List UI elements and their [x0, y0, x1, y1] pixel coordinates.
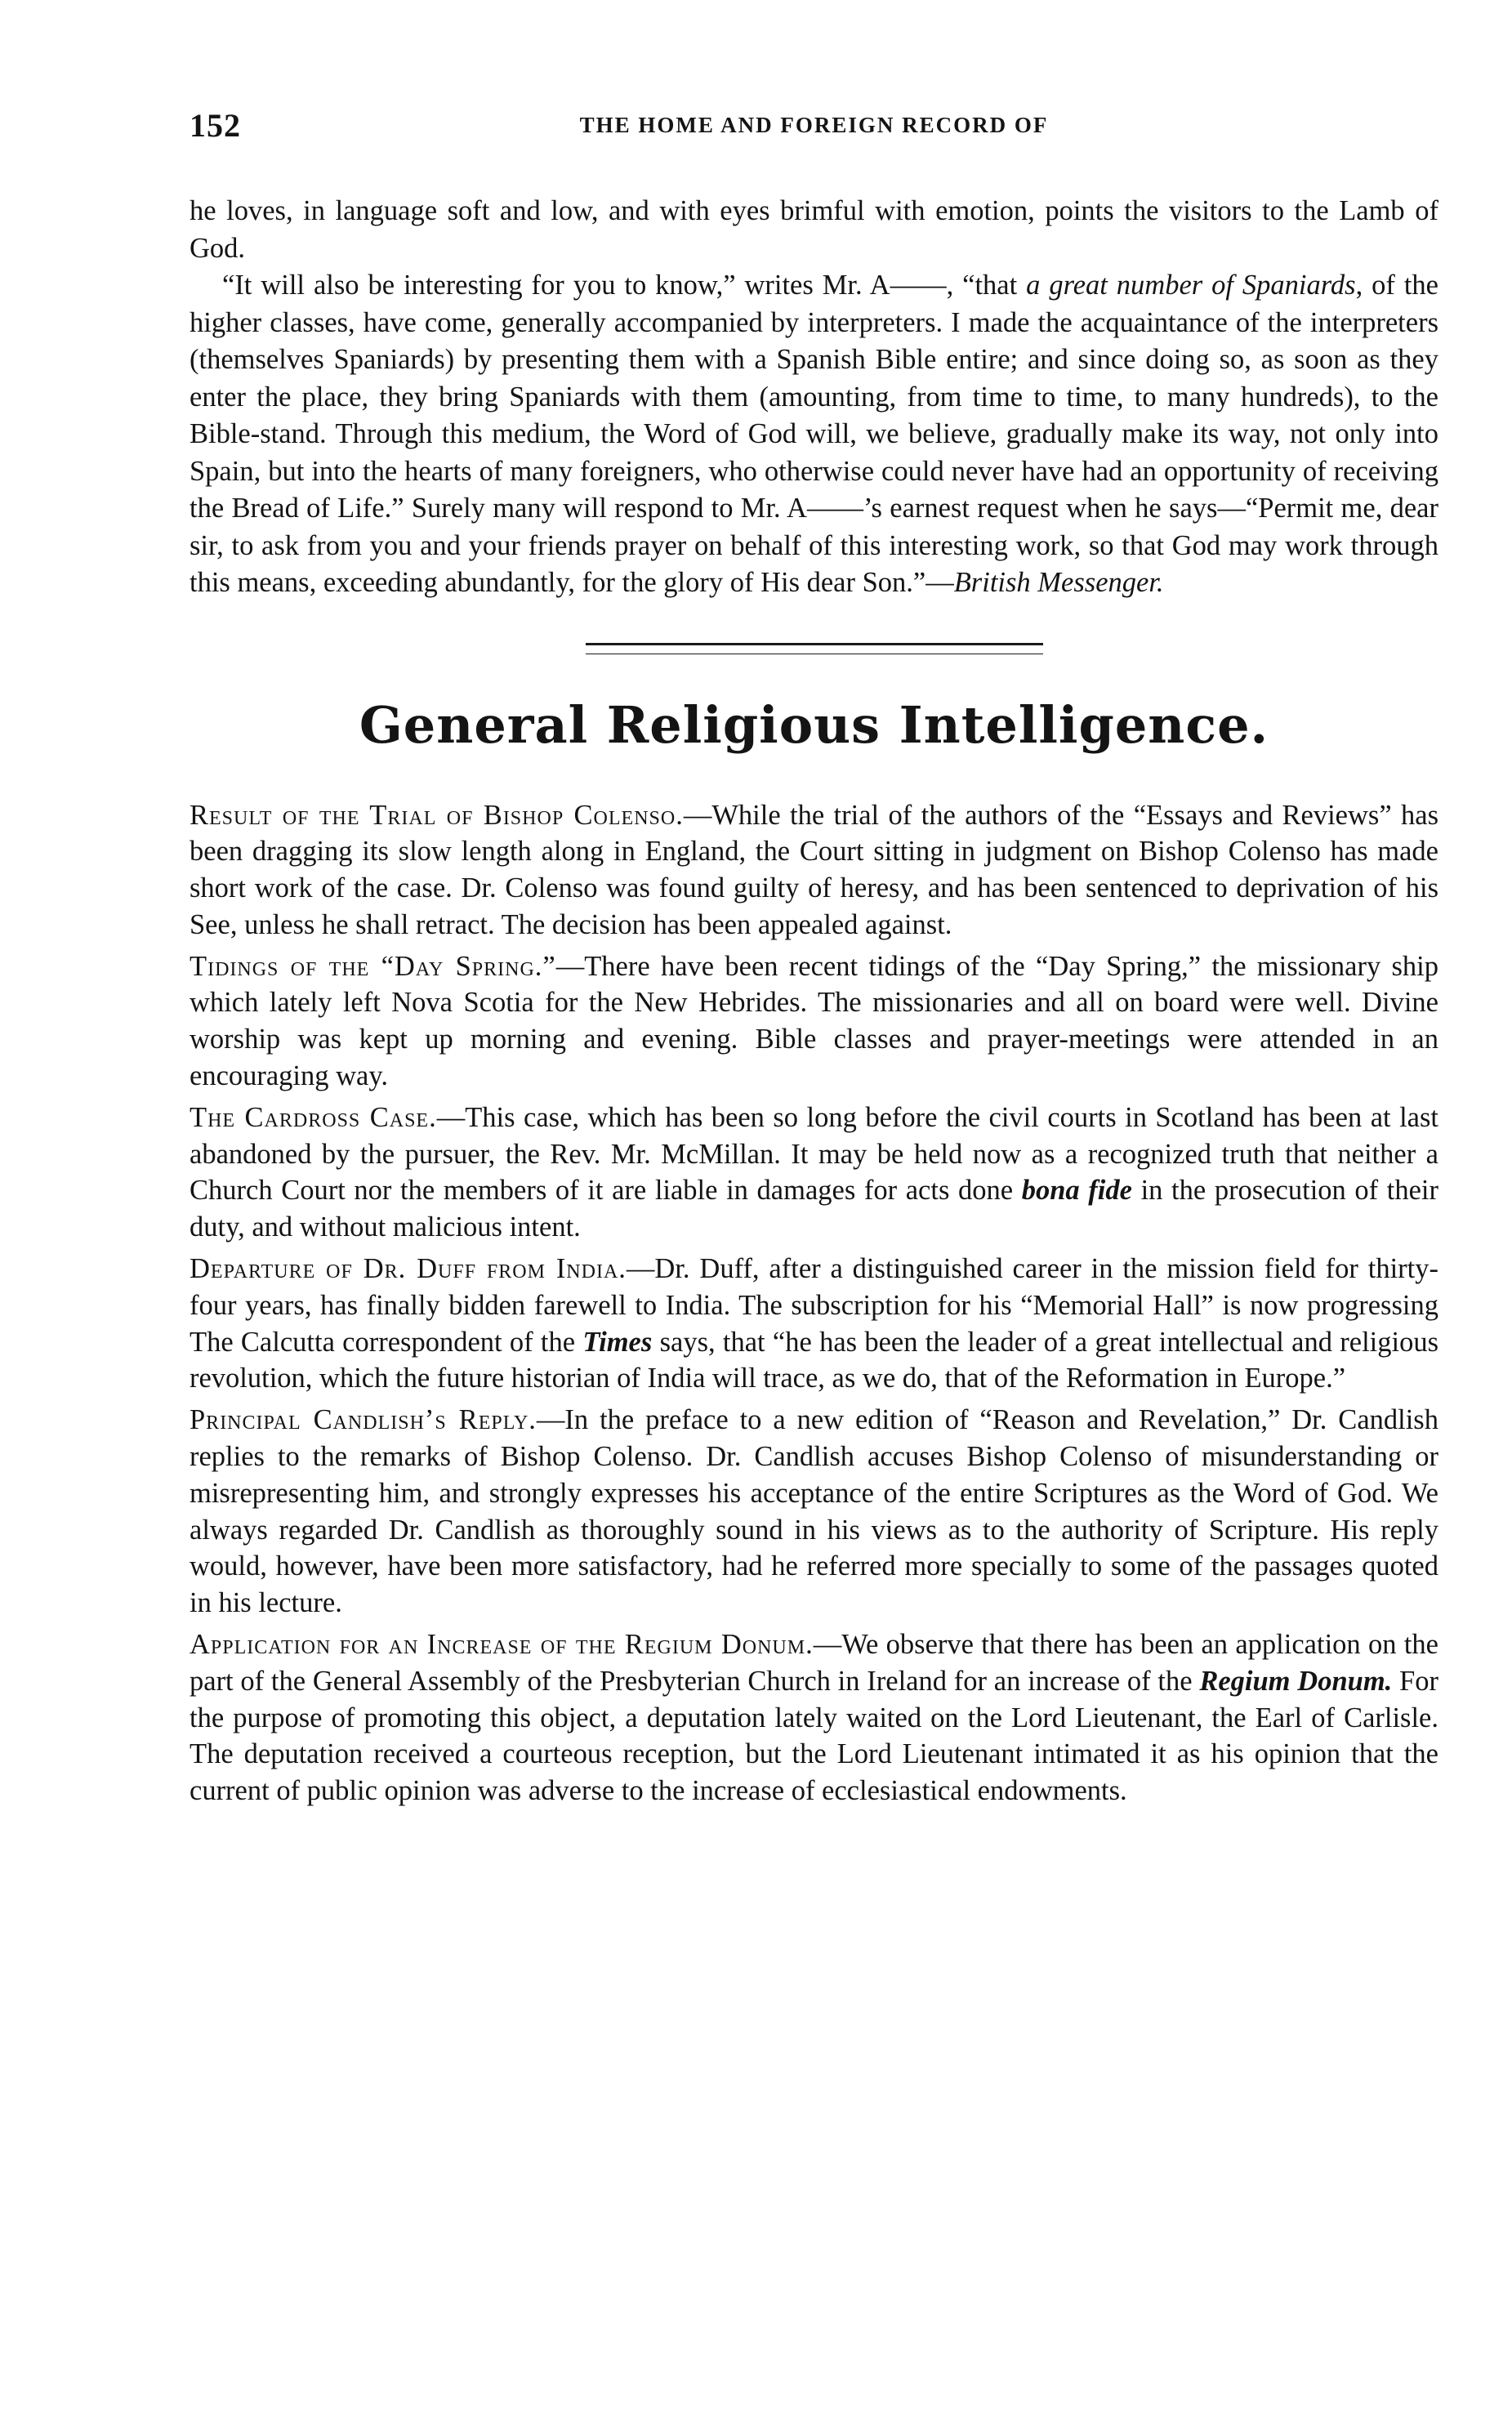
- news-item-heading: Tidings of the “Day Spring.”: [190, 950, 556, 982]
- quote-emphasis: a great number of Spaniards: [1026, 270, 1356, 301]
- news-item-candlish: [190, 1402, 1438, 1622]
- news-item-heading: Result of the Trial of Bishop Colenso.: [190, 799, 684, 831]
- news-item-day-spring: [190, 948, 1438, 1095]
- news-item-emphasis: Times: [582, 1326, 653, 1358]
- news-item-heading: The Cardross Case.: [190, 1101, 437, 1133]
- news-items: [190, 797, 1438, 1810]
- news-item-body: —We observe that there has been an application on the part of the General Assembly of the Presbyterian Church in Ireland for an increase of the: [190, 1629, 1438, 1697]
- news-item-body: —While the trial of the authors of the “Essays and Reviews” has been dragging its slow length along in England, the Court sitting in judgment on Bishop Colenso has made short work of the case. Dr. Colenso was found guilty of heresy, and has been sentenced to deprivation of his See, unless he shall retract. The decision has been appealed against.: [190, 799, 1438, 940]
- opening-paragraph-quote: [190, 267, 1438, 602]
- news-item-body: in the prosecution of their duty, and without malicious intent.: [190, 1175, 1439, 1243]
- news-item-emphasis: bona fide: [1021, 1175, 1132, 1207]
- news-item-colenso: [190, 797, 1438, 944]
- news-item-body: —In the preface to a new edition of “Reason and Revelation,” Dr. Candlish replies to the remarks of Bishop Colenso. Dr. Candlish accuses Bishop Colenso of misunderstanding or misrepresenting him, and strongly expresses his acceptance of the entire Scriptures as the Word of God. We always regarded Dr. Candlish as thoroughly sound in his views as to the authority of Scripture. His reply would, however, have been more satisfactory, had he referred more specially to some of the passages quoted in his lecture.: [190, 1404, 1438, 1619]
- section-divider: [586, 643, 1043, 654]
- news-item-duff: [190, 1251, 1438, 1397]
- news-item-body: —There have been recent tidings of the “Day Spring,” the missionary ship which lately left Nova Scotia for the New Hebrides. The missionaries and all on board were well. Divine worship was kept up morning and evening. Bible classes and prayer-meetings were attended in an encouraging way.: [190, 950, 1439, 1092]
- section-heading: General Religious Intelligence.: [359, 694, 1269, 755]
- news-item-heading: Departure of Dr. Duff from India.: [190, 1253, 627, 1285]
- quote-text-b: , of the higher classes, have come, generally accompanied by interpreters. I made the acquaintance of the interpreters (themselves Spaniards) by presenting them with a Spanish Bible entire; and since doing so, as soon as they enter the place, they bring Spaniards with them (amounting, from time to time, to many hundreds), to the Bible-stand. Through this medium, the Word of God will, we believe, gradually make its way, not only into Spain, but into the hearts of many foreigners, who otherwise could never have had an opportunity of receiving the Bread of Life.” Surely many will respond to Mr. A——’s earnest request when he says—“Permit me, dear sir, to ask from you and your friends prayer on behalf of this interesting work, so that God may work through this means, exceeding abundantly, for the glory of His dear Son.”—: [190, 270, 1438, 598]
- page-number: 152: [190, 107, 241, 144]
- news-item-regium-donum: [190, 1626, 1438, 1809]
- running-head: [190, 106, 1438, 155]
- running-title: THE HOME AND FOREIGN RECORD OF: [579, 113, 1049, 137]
- source-signature: British Messenger.: [953, 567, 1164, 598]
- news-item-body: —This case, which has been so long before the civil courts in Scotland has been at last abandoned by the pursuer, the Rev. Mr. McMillan. It may be held now as a recognized truth that neither a Church Court nor the members of it are liable in damages for acts done: [190, 1101, 1438, 1207]
- news-item-emphasis: Regium Donum.: [1199, 1665, 1393, 1697]
- news-item-cardross: [190, 1100, 1438, 1246]
- news-item-body: —Dr. Duff, after a distinguished career in the mission field for thirty-four years, has finally bidden farewell to India. The subscription for his “Memorial Hall” is now progressing The Calcutta correspondent of the: [190, 1253, 1438, 1358]
- opening-article: [190, 193, 1438, 602]
- news-item-body: says, that “he has been the leader of a great intellectual and religious revolution, which the future historian of India will trace, as we do, that of the Reformation in Europe.”: [190, 1326, 1439, 1394]
- quote-text-a: “It will also be interesting for you to know,” writes Mr. A——, “that: [222, 270, 1027, 301]
- opening-paragraph-continued: he loves, in language soft and low, and with eyes brimful with emotion, points the visitors to the Lamb of God.: [190, 195, 1438, 264]
- news-item-heading: Principal Candlish’s Reply.: [190, 1404, 537, 1436]
- news-item-body: For the purpose of promoting this object, a deputation lately waited on the Lord Lieutenant, the Earl of Carlisle. The deputation received a courteous reception, but the Lord Lieutenant intimated it as his opinion that the current of public opinion was adverse to the increase of ecclesiastical endowments.: [190, 1665, 1438, 1807]
- news-item-heading: Application for an Increase of the Regium Donum.: [190, 1629, 814, 1661]
